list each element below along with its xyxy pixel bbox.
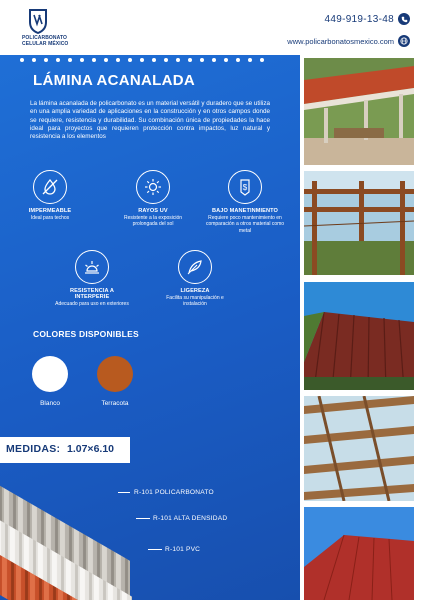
header bbox=[0, 0, 424, 55]
phone-icon bbox=[398, 13, 410, 25]
phone-number[interactable]: 449-919-13-48 bbox=[324, 13, 394, 25]
swatch-terracota[interactable] bbox=[97, 356, 133, 392]
dollar-icon bbox=[228, 170, 262, 204]
photo-red-roof-house bbox=[304, 507, 414, 600]
water-drop-icon bbox=[33, 170, 67, 204]
swatch-label-terracota: Terracota bbox=[101, 400, 129, 407]
svg-text:$: $ bbox=[242, 183, 248, 192]
decorative-dots bbox=[20, 58, 264, 62]
swatch-label-blanco: Blanco bbox=[40, 400, 60, 407]
feature-resistencia-interperie: RESISTENCIA A INTERPERIE Adecuado para uso en exteriores bbox=[52, 250, 132, 307]
product-label-pvc: R-101 PVC bbox=[165, 546, 201, 553]
product-label-policarbonato: R-101 POLICARBONATO bbox=[134, 489, 214, 496]
photo-red-roof bbox=[304, 282, 414, 390]
feature-ligereza: LIGEREZA Facilita su manipulación e instalación bbox=[155, 250, 235, 308]
feather-icon bbox=[178, 250, 212, 284]
product-line-2 bbox=[136, 518, 150, 519]
photo-pergola-sky bbox=[304, 171, 414, 275]
medidas-value: 1.07×6.10 bbox=[67, 443, 115, 455]
page-title: LÁMINA ACANALADA bbox=[33, 72, 195, 89]
colors-title: COLORES DISPONIBLES bbox=[33, 329, 139, 339]
website-link[interactable]: www.policarbonatosmexico.com bbox=[287, 36, 394, 46]
logo-text: POLICARBONATO CELULAR MÉXICO bbox=[22, 35, 69, 47]
photo-pergola-garden bbox=[304, 58, 414, 165]
feature-bajo-mantenimiento: $ BAJO MANETINMIENTO Requiere poco mantenimiento en comparación a otros material como metal bbox=[205, 170, 285, 234]
feature-rayos-uv: RAYOS UV Resistente a la exposición prolongada del sol bbox=[113, 170, 193, 228]
medidas-badge bbox=[0, 437, 130, 463]
uv-sun-icon bbox=[136, 170, 170, 204]
product-label-alta-densidad: R-101 ALTA DENSIDAD bbox=[153, 515, 228, 522]
corrugated-sheets-illustration bbox=[0, 462, 200, 600]
medidas-label: MEDIDAS: bbox=[6, 443, 61, 455]
product-line-3 bbox=[148, 549, 162, 550]
product-description: La lámina acanalada de policarbonato es un material versátil y duradero que se utiliza en una amplia variedad de aplicaciones en la construcción y en otros campos donde se requiere, resistencia y durabilidad. Su combinación única de propiedades la hace ideal para proyectos que requieren protección contra impactos, luz natural y resistencia a los elementos bbox=[30, 100, 270, 141]
feature-impermeable: IMPERMEABLE Ideal para techos bbox=[10, 170, 90, 221]
contact-info bbox=[287, 10, 410, 50]
logo-shield-icon bbox=[28, 8, 48, 34]
swatch-blanco[interactable] bbox=[32, 356, 68, 392]
photo-wood-beams bbox=[304, 396, 414, 501]
product-line-1 bbox=[118, 492, 130, 493]
globe-icon bbox=[398, 35, 410, 47]
sun-rays-icon bbox=[75, 250, 109, 284]
